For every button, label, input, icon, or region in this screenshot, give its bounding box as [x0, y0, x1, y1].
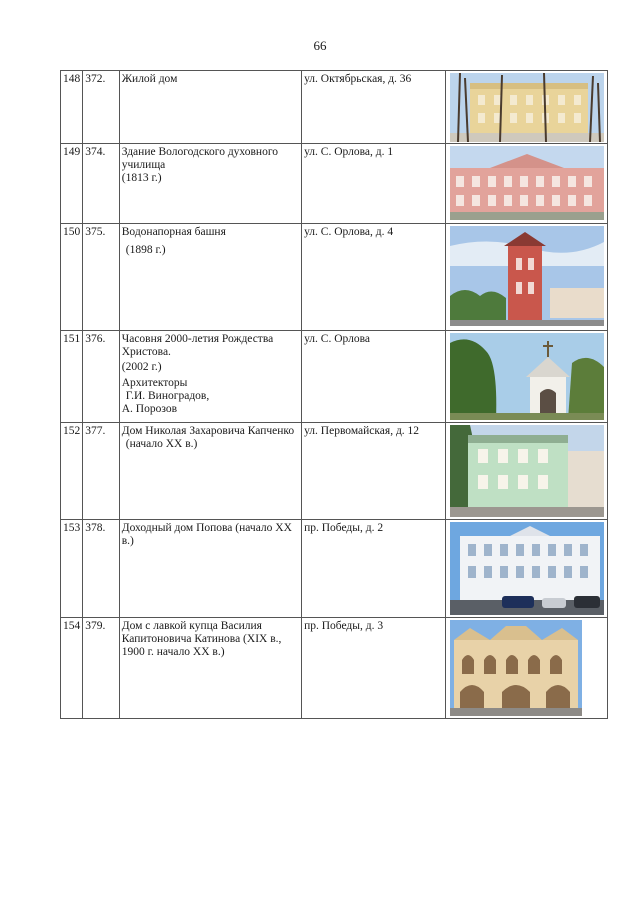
- object-title: Дом с лавкой купца Василия Капитоновича Катинова (XIX в., 1900 г. начало XX в.): [121, 620, 282, 658]
- photo-cell: [445, 71, 607, 144]
- architects-label: Архитекторы: [121, 377, 188, 389]
- building-photo-wooden-house: [450, 425, 604, 517]
- architect-name: Г.И. Виноградов,: [125, 390, 210, 402]
- photo-cell: [445, 520, 607, 618]
- object-code: 376.: [83, 331, 119, 423]
- row-number: 148: [61, 71, 83, 144]
- photo-cell: [445, 144, 607, 224]
- page-number: 66: [313, 38, 327, 53]
- object-title: Водонапорная башня: [121, 226, 226, 238]
- object-address: ул. С. Орлова: [302, 331, 446, 423]
- object-title: Здание Вологодского духовного училища: [121, 146, 279, 171]
- object-title: Дом Николая Захаровича Капченко: [121, 425, 295, 437]
- object-title: Жилой дом: [121, 73, 178, 85]
- row-number: 152: [61, 423, 83, 520]
- object-code: 379.: [83, 618, 119, 719]
- heritage-table: [60, 70, 608, 719]
- photo-cell: [445, 331, 607, 423]
- object-address: ул. Первомайская, д. 12: [302, 423, 446, 520]
- object-address: ул. С. Орлова, д. 1: [302, 144, 446, 224]
- table-row: [61, 144, 608, 224]
- table-row: [61, 520, 608, 618]
- object-code: 372.: [83, 71, 119, 144]
- row-number: 154: [61, 618, 83, 719]
- object-name: [119, 423, 301, 520]
- building-photo-water-tower: [450, 226, 604, 326]
- building-photo-residential: [450, 73, 604, 142]
- table-row: [61, 331, 608, 423]
- object-address: ул. С. Орлова, д. 4: [302, 224, 446, 331]
- row-number: 153: [61, 520, 83, 618]
- object-name: [119, 224, 301, 331]
- row-number: 151: [61, 331, 83, 423]
- object-title: Доходный дом Попова (начало XX в.): [121, 522, 292, 547]
- object-year: (2002 г.): [121, 361, 162, 373]
- photo-cell: [445, 224, 607, 331]
- photo-cell: [445, 423, 607, 520]
- photo-cell: [445, 618, 607, 719]
- building-photo-merchant-house: [450, 620, 582, 716]
- table-row: [61, 423, 608, 520]
- row-number: 149: [61, 144, 83, 224]
- architect-name: А. Порозов: [121, 403, 177, 415]
- building-photo-apartment-house: [450, 522, 604, 615]
- table-row: [61, 71, 608, 144]
- object-year: (начало XX в.): [125, 438, 198, 450]
- object-address: ул. Октябрьская, д. 36: [302, 71, 446, 144]
- object-code: 374.: [83, 144, 119, 224]
- table-row: [61, 224, 608, 331]
- building-photo-chapel: [450, 333, 604, 420]
- object-code: 378.: [83, 520, 119, 618]
- building-photo-seminary: [450, 146, 604, 220]
- row-number: 150: [61, 224, 83, 331]
- object-code: 375.: [83, 224, 119, 331]
- object-title: Часовня 2000-летия Рождества Христова.: [121, 333, 274, 358]
- table-row: [61, 618, 608, 719]
- object-address: пр. Победы, д. 2: [302, 520, 446, 618]
- object-code: 377.: [83, 423, 119, 520]
- object-name: [119, 520, 301, 618]
- object-name: [119, 618, 301, 719]
- object-name: [119, 71, 301, 144]
- object-name: [119, 331, 301, 423]
- object-name: [119, 144, 301, 224]
- object-year: (1898 г.): [125, 244, 166, 256]
- object-address: пр. Победы, д. 3: [302, 618, 446, 719]
- object-year: (1813 г.): [121, 172, 162, 184]
